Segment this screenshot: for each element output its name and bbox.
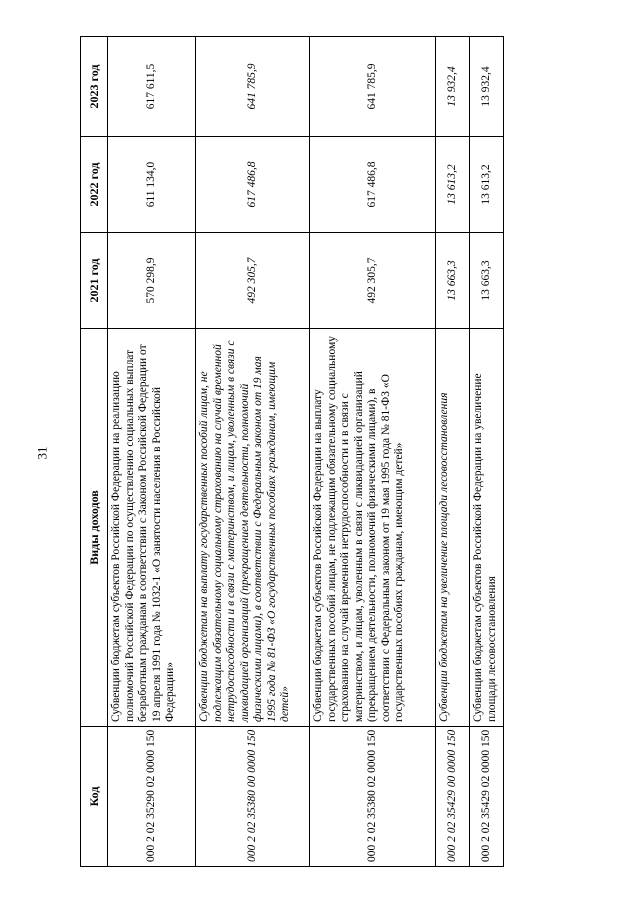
table-row [310, 37, 436, 867]
row-value-2022: 13 613,2 [470, 137, 504, 233]
header-revenue-type: Виды доходов [81, 329, 108, 727]
table-header-row [81, 37, 108, 867]
page-number: 31 [34, 446, 50, 460]
row-description: Субвенции бюджетам субъектов Российской Федерации на увеличение площади лесовосстановления [470, 329, 504, 727]
row-code: 000 2 02 35290 02 0000 150 [108, 727, 196, 867]
header-code: Код [81, 727, 108, 867]
row-code: 000 2 02 35429 02 0000 150 [470, 727, 504, 867]
table-row [108, 37, 196, 867]
table-row [436, 37, 470, 867]
row-value-2022: 611 134,0 [108, 137, 196, 233]
row-description: Субвенции бюджетам субъектов Российской Федерации на реализацию полномочий Российской Федерации по осуществлению социальных выплат безработным гражданам в соответствии с Законом Российской Федерации от 19 апреля 1991 года № 1032-1 «О занятости населения в Российской Федерации» [108, 329, 196, 727]
row-value-2021: 492 305,7 [196, 233, 310, 329]
row-code: 000 2 02 35380 02 0000 150 [310, 727, 436, 867]
row-value-2023: 641 785,9 [310, 37, 436, 137]
row-value-2021: 13 663,3 [436, 233, 470, 329]
row-value-2023: 13 932,4 [470, 37, 504, 137]
row-value-2022: 617 486,8 [196, 137, 310, 233]
revenue-table [80, 36, 504, 867]
row-value-2023: 13 932,4 [436, 37, 470, 137]
header-2022: 2022 год [81, 137, 108, 233]
row-description: Субвенции бюджетам на выплату государственных пособий лицам, не подлежащим обязательному социальному страхованию на случай временной нетрудоспособности и в связи с материнством, и лицам, уволенным в связи с ликвидацией организаций (прекращением деятельности, полномочий физическими лицами), в соответствии с Федеральным законом от 19 мая 1995 года № 81-ФЗ «О государственных пособиях гражданам, имеющим детей» [196, 329, 310, 727]
row-value-2021: 570 298,9 [108, 233, 196, 329]
row-description: Субвенции бюджетам субъектов Российской Федерации на выплату государственных пособий лицам, не подлежащим обязательному социальному страхованию на случай временной нетрудоспособности и в связи с материнством, и лицам, уволенным в связи с ликвидацией организаций (прекращением деятельности, полномочий физическими лицами), в соответствии с Федеральным законом от 19 мая 1995 года № 81-ФЗ «О государственных пособиях гражданам, имеющим детей» [310, 329, 436, 727]
row-code: 000 2 02 35429 00 0000 150 [436, 727, 470, 867]
table-row [196, 37, 310, 867]
header-2023: 2023 год [81, 37, 108, 137]
row-value-2021: 492 305,7 [310, 233, 436, 329]
rotated-table-container [80, 37, 500, 867]
row-value-2023: 641 785,9 [196, 37, 310, 137]
table-row [470, 37, 504, 867]
row-code: 000 2 02 35380 00 0000 150 [196, 727, 310, 867]
row-value-2022: 13 613,2 [436, 137, 470, 233]
row-value-2021: 13 663,3 [470, 233, 504, 329]
row-value-2022: 617 486,8 [310, 137, 436, 233]
row-description: Субвенции бюджетам на увеличение площади лесовосстановления [436, 329, 470, 727]
row-value-2023: 617 611,5 [108, 37, 196, 137]
header-2021: 2021 год [81, 233, 108, 329]
